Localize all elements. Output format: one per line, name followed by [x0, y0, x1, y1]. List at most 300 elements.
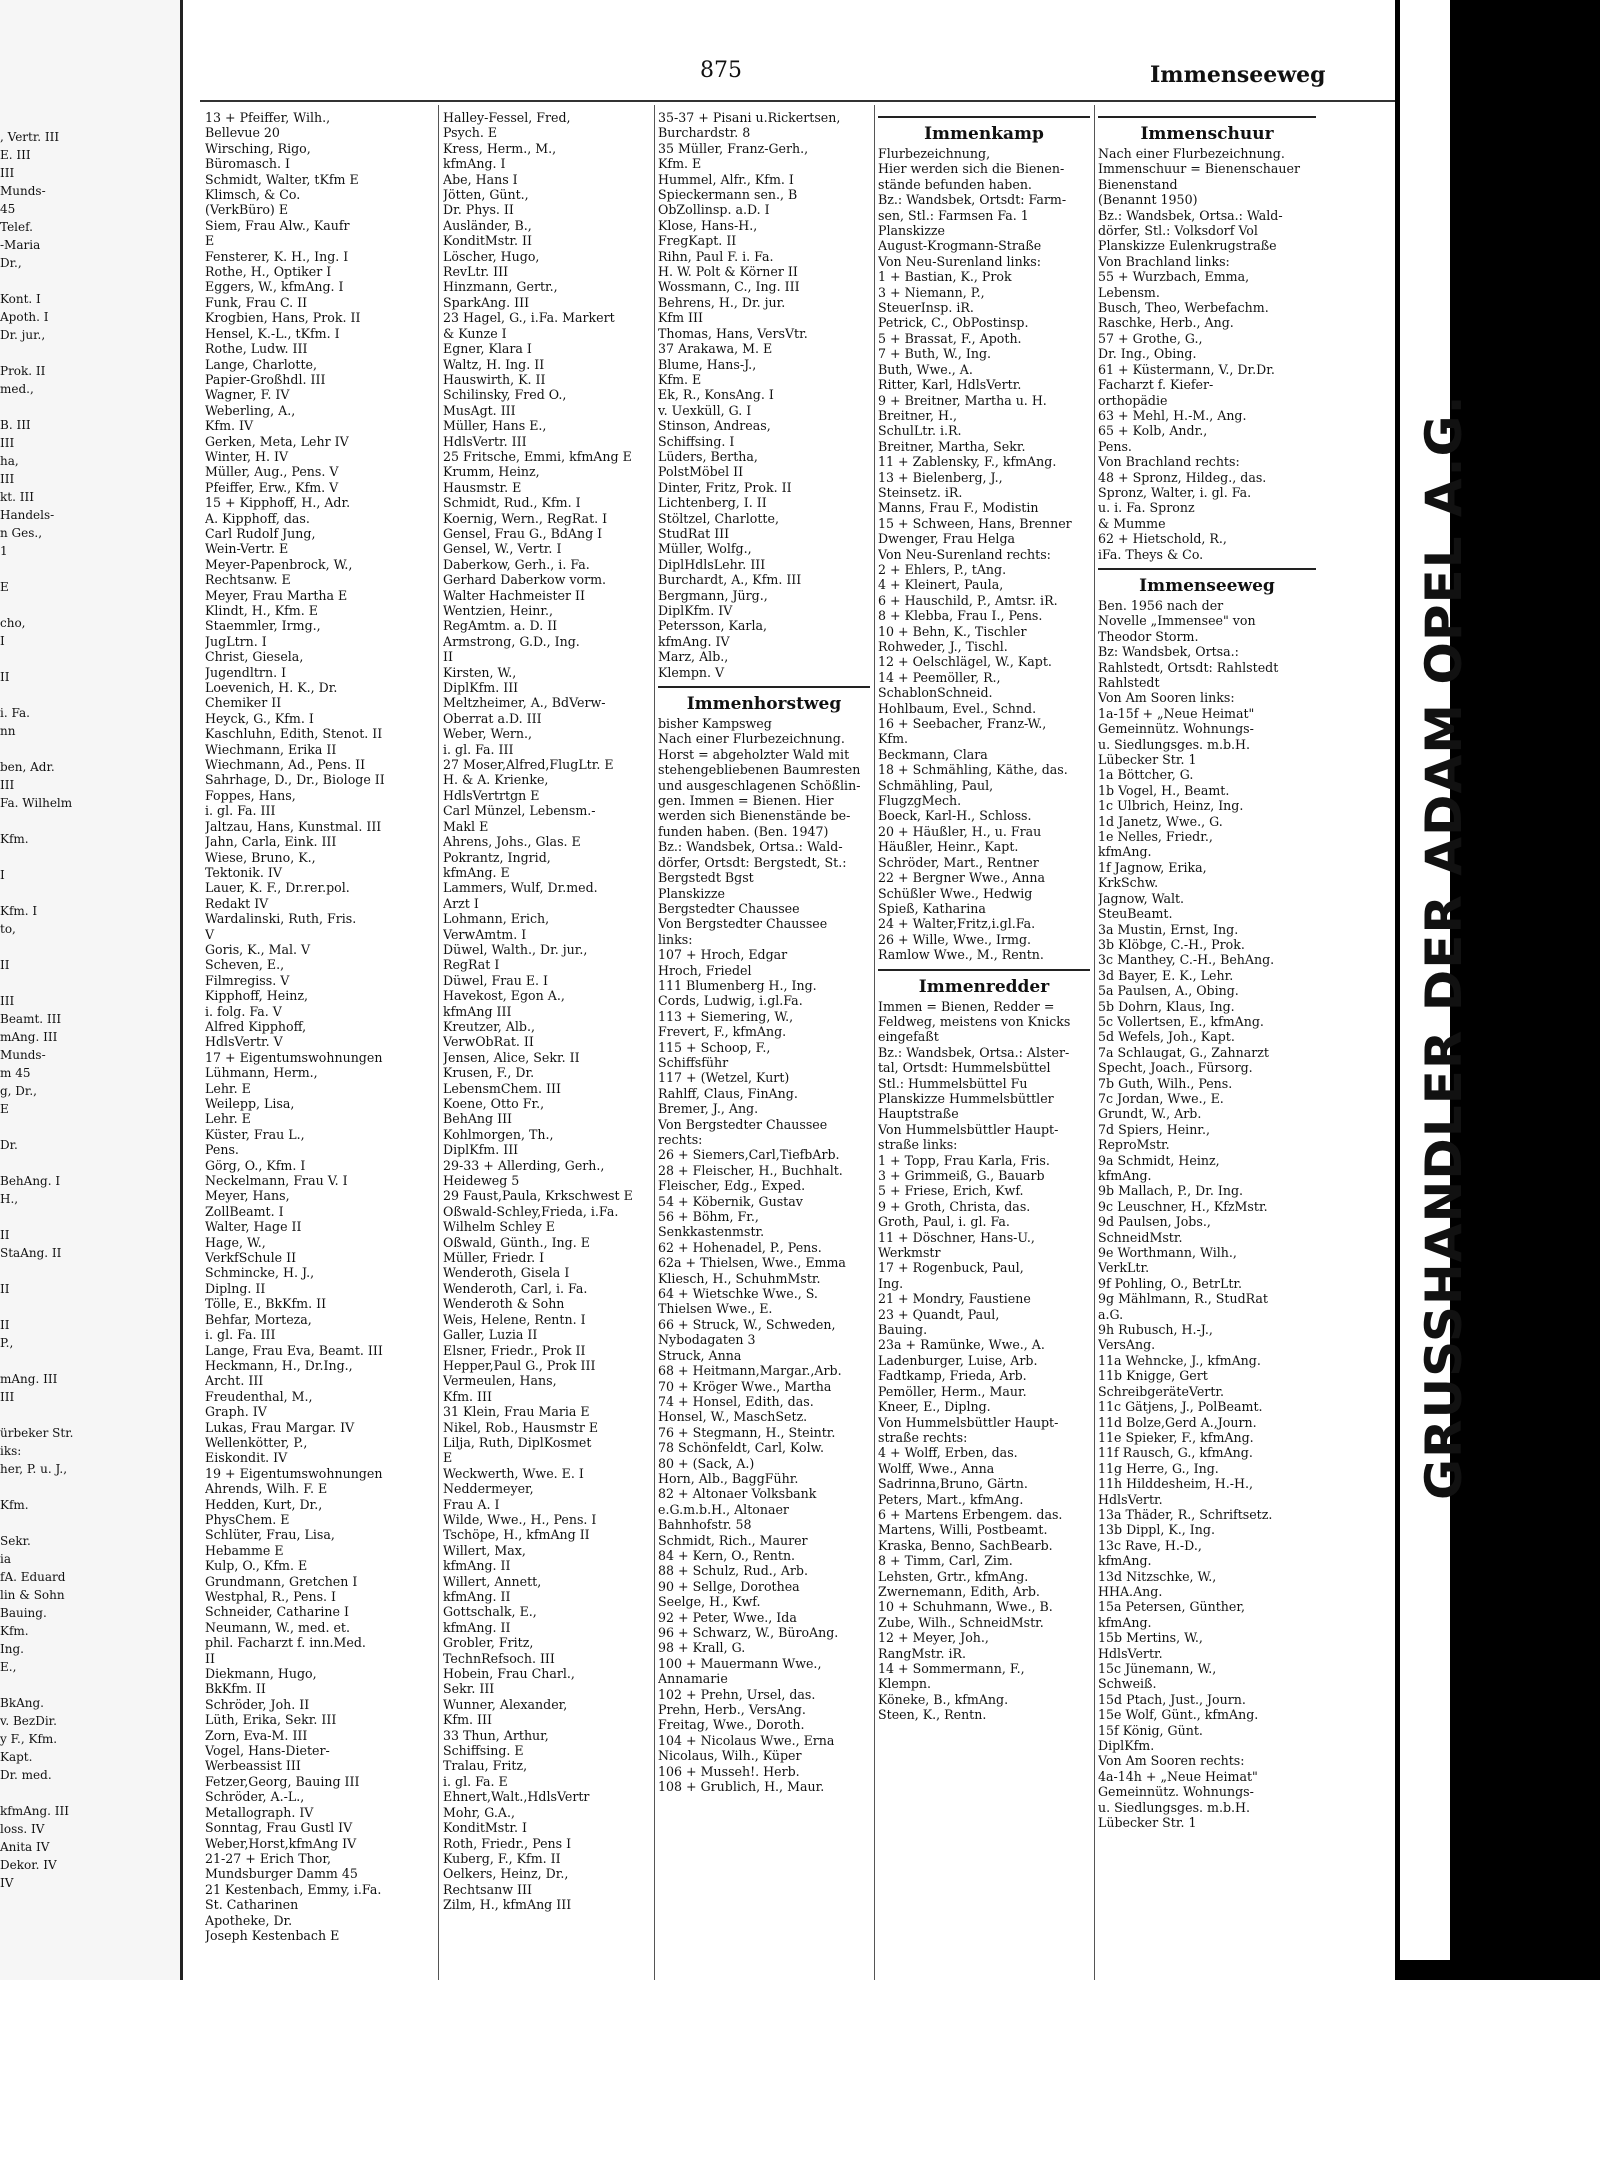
directory-line: Klimsch, & Co. [205, 187, 301, 203]
directory-line: 25 Fritsche, Emmi, kfmAng E [443, 448, 632, 464]
directory-line: Christ, Giesela, [205, 649, 304, 665]
column-divider [1094, 105, 1095, 1985]
directory-line: Kress, Herm., M., [443, 140, 557, 156]
directory-line: Pens. [205, 1142, 239, 1158]
directory-line: RegAmtm. a. D. II [443, 618, 558, 634]
directory-line: DiplKfm. III [443, 680, 519, 696]
directory-line: Armstrong, G.D., Ing. [443, 633, 580, 649]
directory-line: Häußler, Heinr., Kapt. [878, 839, 1019, 855]
directory-line: 24 + Walter,Fritz,i.gl.Fa. [878, 916, 1036, 932]
directory-line: 56 + Böhm, Fr., [658, 1209, 759, 1225]
directory-line: 62a + Thielsen, Wwe., Emma [658, 1255, 846, 1271]
directory-line: i. gl. Fa. III [205, 1327, 276, 1343]
gutter-line: B. III [0, 418, 31, 432]
directory-line: bisher Kampsweg [658, 716, 772, 732]
directory-line: Ing. [878, 1275, 904, 1291]
gutter-line: Dr. jur., [0, 328, 46, 342]
directory-line: Hroch, Friedel [658, 962, 752, 978]
directory-line: Blume, Hans-J., [658, 356, 757, 372]
directory-line: 23 + Quandt, Paul, [878, 1306, 1000, 1322]
directory-line: Peters, Mart., kfmAng. [878, 1491, 1024, 1507]
directory-line: Zorn, Eva-M. III [205, 1727, 308, 1743]
directory-line: Schröder, Mart., Rentner [878, 854, 1039, 870]
directory-line: kfmAng. II [443, 1619, 511, 1635]
directory-line: Oberrat a.D. III [443, 710, 542, 726]
directory-line: SparkAng. III [443, 294, 530, 310]
directory-line: August-Krogmann-Straße [878, 238, 1042, 254]
directory-line: DiplKfm. IV [658, 603, 733, 618]
directory-line: i. gl. Fa. III [205, 803, 276, 819]
gutter-line: II [0, 1318, 10, 1332]
directory-line: e.G.m.b.H., Altonaer [658, 1501, 789, 1517]
gutter-line: ben, Adr. [0, 760, 55, 774]
directory-line: Lange, Charlotte, [205, 356, 317, 372]
gutter-line: Dekor. IV [0, 1858, 57, 1872]
directory-line: Spronz, Walter, i. gl. Fa. [1098, 484, 1252, 500]
directory-line: Von Bergstedter Chaussee [658, 916, 828, 932]
directory-line: 9h Rubusch, H.-J., [1098, 1322, 1213, 1338]
directory-line: Roth, Friedr., Pens I [443, 1835, 572, 1851]
directory-line: Sekr. III [443, 1681, 495, 1697]
directory-line: 5d Wefels, Joh., Kapt. [1098, 1029, 1235, 1045]
directory-line: Eggers, W., kfmAng. I [205, 279, 344, 295]
directory-line: Halley-Fessel, Fred, [443, 110, 571, 125]
gutter-line: Bauing. [0, 1606, 47, 1620]
gutter-line: m 45 [0, 1066, 31, 1080]
directory-line: Loevenich, H. K., Dr. [205, 680, 338, 696]
directory-line: kfmAng. II [443, 1558, 511, 1574]
directory-line: Grobler, Fritz, [443, 1635, 534, 1651]
directory-line: stehengebliebenen Baumresten [658, 762, 861, 778]
gutter-line: kfmAng. III [0, 1804, 70, 1818]
directory-line: Schiffsing. E [443, 1743, 524, 1759]
directory-line: kfmAng. E [443, 864, 510, 880]
directory-line: Lilja, Ruth, DiplKosmet [443, 1434, 592, 1450]
gutter-line: III [0, 472, 15, 486]
directory-line: 11b Knigge, Gert [1098, 1368, 1208, 1384]
directory-line: Meltzheimer, A., BdVerw- [443, 695, 606, 711]
directory-line: Wenderoth, Carl, i. Fa. [443, 1280, 588, 1296]
column-divider [654, 105, 655, 1985]
directory-line: Schmincke, H. J., [205, 1265, 315, 1281]
directory-line: RevLtr. III [443, 264, 509, 280]
directory-line: Martens, Willi, Postbeamt. [878, 1522, 1048, 1538]
directory-line: Bz.: Wandsbek, Ortsa.: Wald- [1098, 207, 1283, 223]
directory-line: Hebamme E [205, 1542, 284, 1558]
directory-line: orthopädie [1098, 392, 1168, 408]
directory-line: Wiechmann, Erika II [205, 741, 337, 757]
directory-line: 21-27 + Erich Thor, [205, 1850, 332, 1866]
directory-line: eingefaßt [878, 1029, 939, 1045]
directory-line: 17 + Eigentumswohnungen [205, 1049, 383, 1065]
directory-line: ObZollinsp. a.D. I [658, 202, 770, 218]
directory-line: Schröder, Joh. II [205, 1696, 310, 1712]
directory-line: kfmAng. [1098, 844, 1152, 860]
directory-line: Lehr. E [205, 1080, 251, 1096]
directory-line: Jahn, Carla, Eink. III [205, 834, 337, 850]
directory-line: Schiffsführ [658, 1054, 729, 1070]
directory-line: Gensel, Frau G., BdAng I [443, 525, 603, 541]
directory-line: und ausgeschlagenen Schößlin- [658, 777, 861, 793]
directory-line: Müller, Friedr. I [443, 1250, 545, 1266]
directory-line: Fadtkamp, Frieda, Arb. [878, 1368, 1027, 1384]
gutter-line: Sekr. [0, 1534, 31, 1548]
directory-line: Horn, Alb., BaggFühr. [658, 1470, 799, 1486]
directory-line: Graph. IV [205, 1404, 267, 1420]
directory-line: Frau A. I [443, 1496, 500, 1512]
directory-line: Bz: Wandsbek, Ortsa.: [1098, 644, 1239, 660]
directory-line: SteuerInsp. iR. [878, 300, 974, 316]
directory-line: 61 + Küstermann, V., Dr.Dr. [1098, 361, 1275, 377]
directory-line: i. gl. Fa. III [443, 741, 514, 757]
directory-line: Kfm III [658, 310, 703, 326]
directory-line: Fleischer, Edg., Exped. [658, 1178, 806, 1194]
directory-line: HdlsVertr. [1098, 1645, 1163, 1661]
gutter-line: 1 [0, 544, 8, 558]
directory-line: Jugendltrn. I [205, 664, 287, 680]
directory-line: 108 + Grublich, H., Maur. [658, 1779, 825, 1795]
gutter-line: Dr., [0, 256, 22, 270]
gutter-line: 45 [0, 202, 16, 216]
gutter-line: Telef. [0, 220, 33, 234]
gutter-line: StaAng. II [0, 1246, 62, 1260]
directory-line: Tschöpe, H., kfmAng II [443, 1527, 590, 1543]
directory-line: Schmähling, Paul, [878, 777, 994, 793]
directory-line: Hier werden sich die Bienen- [878, 161, 1065, 177]
directory-line: Lammers, Wulf, Dr.med. [443, 880, 598, 896]
directory-line: 82 + Altonaer Volksbank [658, 1486, 817, 1502]
directory-line: HdlsVertr. III [443, 433, 527, 449]
directory-line: Sonntag, Frau Gustl IV [205, 1820, 353, 1836]
gutter-line: III [0, 994, 15, 1008]
directory-line: rechts: [658, 1132, 703, 1147]
directory-line: 48 + Spronz, Hildeg., das. [1098, 469, 1267, 485]
directory-line: Frevert, F., kfmAng. [658, 1024, 787, 1040]
directory-line: Grundmann, Gretchen I [205, 1573, 358, 1589]
directory-line: Tralau, Fritz, [443, 1758, 528, 1774]
directory-line: Kfm. III [443, 1712, 492, 1728]
directory-line: 27 Moser,Alfred,FlugLtr. E [443, 757, 614, 773]
directory-line: Düwel, Frau E. I [443, 972, 549, 988]
directory-line: Planskizze [878, 223, 945, 239]
directory-line: Lichtenberg, I. II [658, 495, 767, 511]
directory-line: Westphal, R., Pens. I [205, 1589, 337, 1604]
directory-line: 11f Rausch, G., kfmAng. [1098, 1445, 1253, 1461]
directory-line: Fensterer, K. H., Ing. I [205, 248, 349, 264]
directory-line: DiplKfm. III [443, 1142, 519, 1158]
directory-line: Rihn, Paul F. i. Fa. [658, 248, 774, 264]
directory-line: 15b Mertins, W., [1098, 1630, 1203, 1646]
directory-line: 13 + Bielenberg, J., [878, 469, 1003, 485]
directory-line: Wirsching, Rigo, [205, 140, 311, 156]
directory-line: Kreutzer, Alb., [443, 1018, 535, 1034]
directory-line: Wein-Vertr. E [205, 541, 289, 557]
gutter-line: I [0, 868, 5, 882]
directory-line: Jaltzau, Hans, Kunstmal. III [205, 818, 382, 834]
directory-line: Foppes, Hans, [205, 787, 296, 803]
directory-line: Kohlmorgen, Th., [443, 1126, 554, 1142]
directory-line: 9a Schmidt, Heinz, [1098, 1152, 1220, 1168]
directory-line: II [443, 649, 453, 665]
directory-line: Havekost, Egon A., [443, 988, 565, 1004]
directory-line: Marz, Alb., [658, 649, 729, 665]
directory-line: 9b Mallach, P., Dr. Ing. [1098, 1183, 1244, 1199]
directory-line: 15e Wolf, Günt., kfmAng. [1098, 1707, 1259, 1723]
directory-line: 78 Schönfeldt, Carl, Kolw. [658, 1440, 824, 1456]
directory-line: 15d Ptach, Just., Journ. [1098, 1691, 1246, 1707]
gutter-line: lin & Sohn [0, 1588, 65, 1602]
directory-line: Oßwald-Schley,Frieda, i.Fa. [443, 1203, 619, 1219]
directory-line: 63 + Mehl, H.-M., Ang. [1098, 407, 1247, 423]
directory-line: Diekmann, Hugo, [205, 1666, 317, 1682]
directory-line: Löscher, Hugo, [443, 248, 540, 264]
directory-line: 6 + Martens Erbengem. das. [878, 1506, 1063, 1522]
directory-line: RangMstr. iR. [878, 1645, 967, 1661]
directory-line: Hedden, Kurt, Dr., [205, 1496, 323, 1512]
directory-line: Filmregiss. V [205, 972, 290, 988]
directory-line: 1 + Topp, Frau Karla, Fris. [878, 1152, 1050, 1168]
directory-line: Lüth, Erika, Sekr. III [205, 1712, 337, 1728]
directory-line: Sahrhage, D., Dr., Biologe II [205, 772, 385, 788]
directory-line: Galler, Luzia II [443, 1327, 538, 1343]
gutter-line: Dr. [0, 1138, 18, 1152]
directory-line: 11a Wehncke, J., kfmAng. [1098, 1352, 1261, 1368]
directory-line: 13c Rave, H.-D., [1098, 1537, 1202, 1553]
directory-line: Vogel, Hans-Dieter- [205, 1743, 330, 1759]
page-bottom-margin [0, 1980, 1460, 2177]
directory-line: Petrick, C., ObPostinsp. [878, 315, 1029, 331]
directory-line: Jensen, Alice, Sekr. II [443, 1049, 580, 1065]
directory-line: A. Kipphoff, das. [205, 510, 310, 526]
directory-line: 1e Nelles, Friedr., [1098, 829, 1213, 845]
directory-line: Hepper,Paul G., Prok III [443, 1357, 596, 1373]
directory-line: Breitner, H., [878, 407, 958, 423]
directory-line: 96 + Schwarz, W., BüroAng. [658, 1625, 839, 1640]
directory-line: TechnRefsoch. III [443, 1650, 555, 1666]
directory-line: Kuberg, F., Kfm. II [443, 1850, 561, 1866]
directory-line: Pokrantz, Ingrid, [443, 849, 551, 865]
directory-line: BkKfm. II [205, 1681, 266, 1697]
directory-line: Dinter, Fritz, Prok. II [658, 479, 792, 495]
directory-line: Von Brachland links: [1098, 253, 1230, 269]
directory-line: 8 + Klebba, Frau I., Pens. [878, 608, 1043, 624]
gutter-line: loss. IV [0, 1822, 45, 1836]
directory-line: i. gl. Fa. E [443, 1773, 508, 1789]
street-heading: Immenschuur [1098, 116, 1316, 144]
directory-line: KrkSchw. [1098, 875, 1159, 891]
directory-line: Wagner, F. IV [205, 387, 290, 403]
directory-line: Hausmstr. E [443, 479, 522, 495]
directory-line: 98 + Krall, G. [658, 1640, 746, 1656]
directory-line: Breitner, Martha, Sekr. [878, 438, 1026, 454]
column-divider [438, 105, 439, 1985]
directory-line: Dr. Phys. II [443, 202, 514, 218]
directory-line: Müller, Hans E., [443, 418, 547, 434]
directory-line: dörfer, Stl.: Volksdorf Vol [1098, 223, 1258, 239]
directory-line: 11 + Zablensky, F., kfmAng. [878, 454, 1057, 470]
directory-line: 115 + Schoop, F., [658, 1039, 771, 1055]
directory-line: Dwenger, Frau Helga [878, 531, 1016, 547]
directory-line: Krogbien, Hans, Prok. II [205, 310, 361, 326]
directory-line: Kaschluhn, Edith, Stenot. II [205, 726, 383, 742]
directory-line: 21 + Mondry, Faustiene [878, 1291, 1031, 1307]
directory-line: v. Uexküll, G. I [658, 402, 752, 418]
directory-line: 11e Spieker, F., kfmAng. [1098, 1429, 1254, 1445]
directory-line: 35-37 + Pisani u.Rickertsen, [658, 110, 841, 125]
directory-line: Kfm. IV [205, 418, 254, 434]
directory-line: 10 + Schuhmann, Wwe., B. [878, 1599, 1053, 1615]
directory-line: Flurbezeichnung, [878, 146, 991, 161]
directory-line: ReproMstr. [1098, 1137, 1170, 1153]
directory-line: 66 + Struck, W., Schweden, [658, 1316, 836, 1332]
gutter-line: fA. Eduard [0, 1570, 66, 1584]
directory-line: PolstMöbel II [658, 464, 744, 480]
directory-line: KonditMstr. I [443, 1820, 527, 1836]
directory-line: werden sich Bienenstände be- [658, 808, 851, 824]
directory-line: V [205, 926, 215, 942]
directory-line: Schröder, A.-L., [205, 1789, 305, 1805]
gutter-line: II [0, 1228, 10, 1242]
directory-line: 2 + Ehlers, P., tAng. [878, 561, 1007, 577]
directory-line: Lehr. E [205, 1111, 251, 1127]
directory-line: Mundsburger Damm 45 [205, 1866, 358, 1882]
directory-line: JugLtrn. I [205, 633, 267, 649]
gutter-line: Munds- [0, 184, 46, 198]
directory-line: Kfm. III [443, 1388, 492, 1404]
directory-line: Theodor Storm. [1098, 628, 1199, 644]
directory-line: Weckwerth, Wwe. E. I [443, 1465, 584, 1481]
directory-line: Von Hummelsbüttler Haupt- [878, 1121, 1059, 1137]
directory-line: MusAgt. III [443, 402, 516, 418]
directory-line: Seelge, H., Kwf. [658, 1594, 761, 1610]
directory-line: Egner, Klara I [443, 341, 532, 357]
gutter-line: BehAng. I [0, 1174, 61, 1188]
directory-line: Jagnow, Walt. [1098, 890, 1185, 906]
directory-line: 11 + Döschner, Hans-U., [878, 1229, 1035, 1245]
directory-line: Waltz, H. Ing. II [443, 356, 545, 372]
directory-line: & Mumme [1098, 515, 1166, 531]
directory-line: 11d Bolze,Gerd A.,Journ. [1098, 1414, 1257, 1430]
directory-line: Thielsen Wwe., E. [658, 1301, 773, 1317]
directory-line: Rahlstedt [1098, 675, 1160, 690]
directory-line: 1f Jagnow, Erika, [1098, 859, 1207, 875]
directory-line: Neckelmann, Frau V. I [205, 1173, 348, 1189]
directory-line: 15f König, Günt. [1098, 1722, 1203, 1738]
directory-line: Chemiker II [205, 695, 282, 711]
gutter-line: Kfm. I [0, 904, 38, 918]
directory-line: 1 + Bastian, K., Prok [878, 269, 1012, 285]
directory-line: Weberling, A., [205, 402, 296, 418]
directory-line: Lübecker Str. 1 [1098, 752, 1197, 768]
directory-line: kfmAng. [1098, 1553, 1152, 1569]
gutter-line: g, Dr., [0, 1084, 37, 1098]
directory-line: 23 Hagel, G., i.Fa. Markert [443, 310, 615, 326]
directory-line: Diplng. II [205, 1280, 266, 1296]
directory-line: H. W. Polt & Körner II [658, 264, 798, 280]
directory-line: Daberkow, Gerh., i. Fa. [443, 556, 590, 572]
gutter-line: y F., Kfm. [0, 1732, 58, 1746]
directory-line: VerkLtr. [1098, 1260, 1150, 1276]
directory-line: Müller, Aug., Pens. V [205, 464, 339, 480]
directory-line: Lukas, Frau Margar. IV [205, 1419, 355, 1435]
directory-line: 16 + Seebacher, Franz-W., [878, 716, 1047, 732]
gutter-line: n Ges., [0, 526, 43, 540]
gutter-line: Munds- [0, 1048, 46, 1062]
directory-line: FlugzgMech. [878, 793, 962, 809]
directory-line: VerwAmtm. I [443, 926, 527, 942]
directory-line: Groth, Paul, i. gl. Fa. [878, 1214, 1010, 1230]
directory-line: Archt. III [205, 1373, 264, 1389]
gutter-line: i. Fa. [0, 706, 30, 720]
gutter-line: Kapt. [0, 1750, 33, 1764]
directory-line: Gemeinnütz. Wohnungs- [1098, 721, 1254, 737]
directory-line: 1b Vogel, H., Beamt. [1098, 782, 1230, 798]
gutter-line: Kfm. [0, 832, 29, 846]
directory-line: Gerken, Meta, Lehr IV [205, 433, 349, 449]
directory-line: kfmAng. [1098, 1614, 1152, 1630]
directory-line: HdlsVertrtgn E [443, 787, 540, 803]
directory-line: u. i. Fa. Spronz [1098, 500, 1195, 516]
directory-line: Funk, Frau C. II [205, 294, 308, 310]
directory-line: Kulp, O., Kfm. E [205, 1558, 308, 1574]
directory-line: Hage, W., [205, 1234, 266, 1250]
directory-line: 7a Schlaugat, G., Zahnarzt [1098, 1044, 1269, 1060]
directory-line: 20 + Häußler, H., u. Frau [878, 823, 1042, 839]
directory-line: tal, Ortsdt: Hummelsbüttel [878, 1060, 1051, 1076]
directory-line: Bz.: Wandsbek, Ortsdt: Farm- [878, 192, 1067, 208]
gutter-line: I [0, 634, 5, 648]
directory-line: Wiechmann, Ad., Pens. II [205, 757, 366, 773]
directory-line: Werkmstr [878, 1245, 941, 1261]
directory-line: HdlsVertr. [1098, 1491, 1163, 1507]
directory-line: Kfm. E [658, 371, 702, 387]
directory-line: 3b Klöbge, C.-H., Prok. [1098, 936, 1245, 952]
directory-line: Wellenkötter, P., [205, 1434, 308, 1450]
directory-line: straße rechts: [878, 1429, 968, 1445]
directory-line: 18 + Schmähling, Käthe, das. [878, 762, 1068, 778]
directory-line: 68 + Heitmann,Margar.,Arb. [658, 1363, 842, 1379]
directory-line: kfmAng. I [443, 156, 506, 172]
directory-line: kfmAng III [443, 1003, 512, 1019]
directory-line: Winter, H. IV [205, 448, 289, 464]
gutter-line: P., [0, 1336, 14, 1350]
running-head: Immenseeweg [1150, 62, 1326, 88]
directory-line: Von Neu-Surenland rechts: [878, 546, 1051, 562]
directory-line: Metallograph. IV [205, 1804, 314, 1820]
directory-line: Joseph Kestenbach E [205, 1927, 340, 1943]
directory-line: 14 + Sommermann, F., [878, 1661, 1025, 1676]
directory-line: Ausländer, B., [443, 217, 532, 233]
directory-line: stände befunden haben. [878, 176, 1032, 192]
directory-line: HHA.Ang. [1098, 1583, 1163, 1599]
directory-line: VersAng. [1098, 1337, 1156, 1353]
directory-line: Zwernemann, Edith, Arb. [878, 1583, 1040, 1599]
directory-line: Hinzmann, Gertr., [443, 279, 558, 295]
directory-line: StudRat III [658, 525, 730, 541]
directory-line: Alfred Kipphoff, [205, 1018, 307, 1034]
directory-line: Schmidt, Rud., Kfm. I [443, 495, 581, 511]
directory-line: Hensel, K.-L., tKfm. I [205, 325, 340, 341]
directory-line: 55 + Wurzbach, Emma, [1098, 269, 1250, 285]
directory-line: SchneidMstr. [1098, 1229, 1183, 1245]
directory-line: Wossmann, C., Ing. III [658, 279, 800, 295]
directory-line: FregKapt. II [658, 233, 737, 249]
directory-line: H. & A. Krienke, [443, 772, 549, 788]
directory-line: straße links: [878, 1137, 958, 1153]
gutter-line: v. BezDir. [0, 1714, 57, 1728]
directory-line: Lüders, Bertha, [658, 448, 758, 464]
directory-line: Pens. [1098, 438, 1132, 454]
